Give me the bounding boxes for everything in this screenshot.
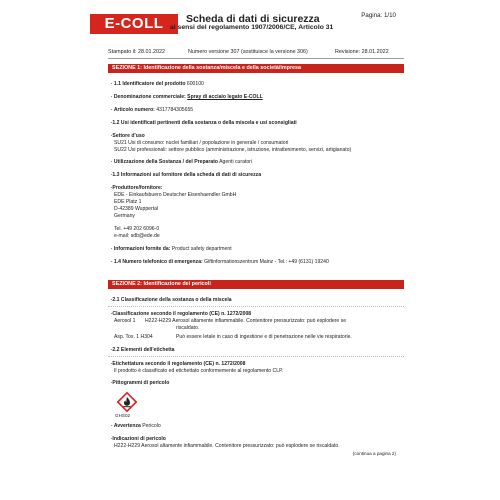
su22-line: SU22 Usi professionali: settore pubblico (amministrazione, istruzione, intrattenimento, servizi, artigianato): [114, 147, 352, 153]
labeling-value: Il prodotto è classificato ed etichettato conformemente al regolamento CLP.: [114, 368, 284, 374]
header-rule: [108, 58, 404, 59]
article-value: 4317784305655: [156, 107, 194, 113]
uses-heading: ∙ 1.2 Usi identificati pertinenti della sostanza o della miscela e usi sconsigliati: [111, 120, 297, 126]
sector-label: ∙ Settore d'uso: [111, 133, 145, 139]
identifier-label: 1.1 Identificatore del prodotto: [113, 81, 186, 87]
hazard-value: H222-H229 Aerosol altamente infiammabile. Contenitore pressurizzato: può esplodere se riscaldato.: [114, 443, 340, 449]
info-label: Informazioni fornite da:: [113, 246, 171, 252]
supplier-heading: ∙ 1.3 Informazioni sul fornitore della scheda di dati di sicurezza: [111, 172, 261, 178]
divider: [108, 356, 404, 357]
version-number: Numero versione 307 (sostituisce la versione 306): [188, 49, 308, 55]
labeling-label: ∙ Etichettatura secondo il regolamento (CE) n. 1272/2008: [111, 361, 245, 367]
su21-line: SU21 Usi di consumo: nuclei familiari / popolazione in generale / consumatori: [114, 140, 289, 146]
continued-note: (continua a pagina 2): [352, 451, 396, 456]
e-coll-logo: E-COLL: [90, 14, 178, 34]
aerosol-text: H222-H229 Aerosol altamente infiammabile. Contenitore pressurizzato: può esplodere se: [145, 318, 347, 324]
classification-label: ∙ Classificazione secondo il regolamento (CE) n. 1272/2008: [111, 311, 251, 317]
section-2-bar: SEZIONE 2: Identificazione dei pericoli: [108, 280, 404, 289]
emergency-value: Giftinformationszentrum Mainz - Tel.: +49 (6131) 19240: [204, 259, 329, 265]
label-heading: ∙ 2.2 Elementi dell'etichetta: [111, 347, 175, 353]
producer-line: EDE - Einkaufsbuero Deutscher Eisenhaendler GmbH: [114, 192, 237, 198]
producer-email: e-mail: sdb@ede.de: [114, 233, 160, 239]
revision-date: Revisione: 28.01.2022: [335, 49, 389, 55]
utilization-row: [111, 159, 252, 165]
signal-value: Pericolo: [142, 423, 161, 429]
print-date: Stampato il: 28.01.2022: [108, 49, 165, 55]
trade-name-label: Denominazione commerciale:: [113, 94, 186, 100]
utilization-label: Utilizzazione della Sostanza / del Preparato: [113, 159, 219, 165]
info-row: [111, 246, 232, 252]
document-title: Scheda di dati di sicurezza: [186, 13, 320, 25]
flame-pictogram-icon: [117, 392, 137, 412]
signal-label: Avvertenza: [113, 423, 141, 429]
pictograms-label: ∙ Pittogrammi di pericolo: [111, 380, 169, 386]
divider: [108, 306, 404, 307]
aerosol-category: Aerosol 1: [114, 318, 136, 324]
section-1-bar: SEZIONE 1: Identificazione della sostanza/miscela e della società/impresa: [108, 64, 404, 73]
producer-label: ∙ Produttore/fornitore:: [111, 185, 163, 191]
utilization-value: Agenti curatori: [219, 159, 252, 165]
aerosol-text-cont: riscaldato.: [176, 325, 200, 331]
document-subtitle: ai sensi del regolamento 1907/2006/CE, Articolo 31: [170, 24, 334, 31]
trade-name-value: Spray di acciaio legato E-COLL: [187, 94, 263, 100]
identifier-value: 600100: [186, 81, 204, 87]
producer-line: EDE Platz 1: [114, 199, 142, 205]
emergency-label: 1.4 Numero telefonico di emergenza:: [113, 259, 203, 265]
trade-name-row: [111, 94, 263, 100]
classification-heading: ∙ 2.1 Classificazione della sostanza o della miscela: [111, 297, 232, 303]
page-number: Pagina: 1/10: [361, 12, 396, 19]
ghs-code: GHS02: [115, 413, 131, 418]
hazard-label: ∙ Indicazioni di pericolo: [111, 436, 166, 442]
producer-line: D-42389 Wuppertal: [114, 206, 159, 212]
producer-tel: Tel. +49 202 6096-0: [114, 226, 160, 232]
identifier-row: [111, 81, 204, 87]
producer-line: Germany: [114, 213, 135, 219]
info-value: Product safety department: [171, 246, 232, 252]
article-row: [111, 107, 193, 113]
emergency-row: [111, 259, 329, 265]
asp-text: Può essere letale in caso di ingestione e di penetrazione nelle vie respiratorie.: [176, 334, 352, 340]
signal-row: [111, 423, 161, 429]
article-label: Articolo numero:: [113, 107, 155, 113]
asp-category: Asp. Tox. 1 H304: [114, 334, 153, 340]
